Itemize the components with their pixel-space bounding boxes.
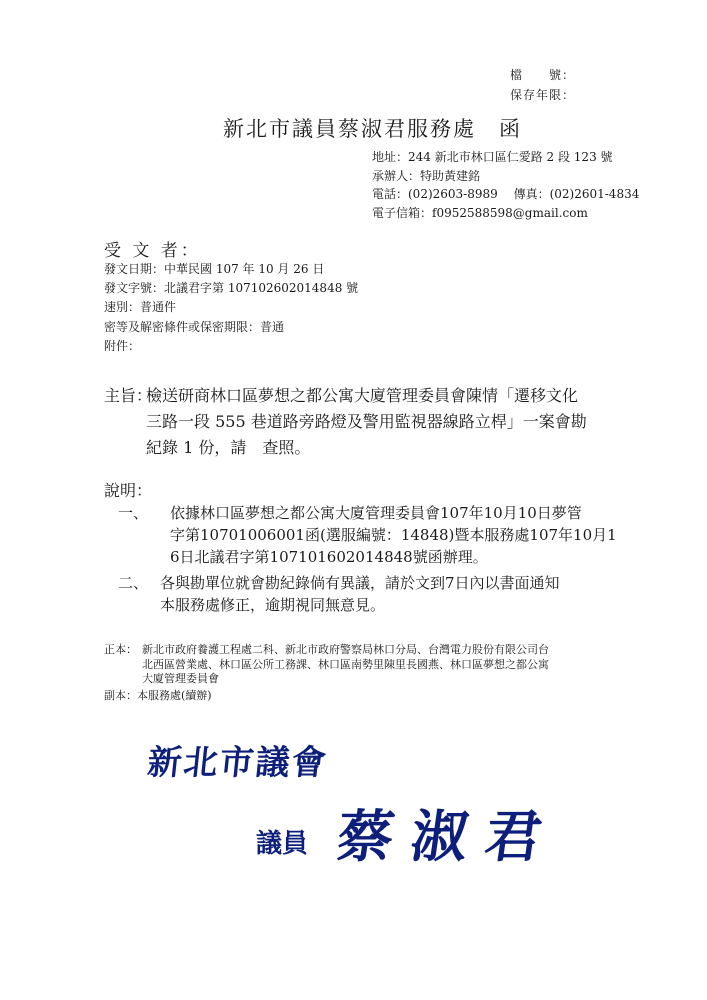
secondary-copy	[104, 689, 212, 704]
council-stamp: 新北市議會	[145, 743, 330, 783]
main-copy-line: 新北市政府養護工程處二科、新北市政府警察局林口分局、台灣電力股份有限公司台	[142, 643, 549, 656]
explanation-line: 依據林口區夢想之都公寓大廈管理委員會107年10月10日夢管	[170, 504, 582, 522]
explanation-item-text	[160, 572, 560, 616]
explanation-item	[118, 502, 628, 568]
document-number: 發文字號：北議君字第 107102602014848 號	[104, 281, 359, 296]
explanation-line: 各與勘單位就會勘紀錄倘有異議，請於文到7日內以書面通知	[160, 574, 560, 592]
secondary-copy-value: 本服務處(續辦)	[137, 689, 212, 702]
security-level: 密等及解密條件或保密期限：普通	[104, 319, 285, 334]
subject-line: 三路一段 555 巷道路旁路燈及警用監視器線路立桿」一案會勘	[146, 412, 587, 431]
retention-period-label: 保存年限：	[510, 88, 576, 102]
archive-number	[510, 66, 615, 83]
explanation-item	[118, 572, 628, 616]
subject-label: 主旨：	[104, 386, 153, 405]
retention-period	[510, 86, 615, 103]
explanation-item-number: 二、	[118, 574, 149, 592]
subject-line: 檢送研商林口區夢想之都公寓大廈管理委員會陳情「遷移文化	[146, 386, 579, 405]
attachment-field: 附件：	[104, 338, 141, 353]
explanation-item-number: 一、	[118, 504, 149, 522]
subject-line: 紀錄 1 份，請 查照。	[146, 438, 311, 457]
councilor-name-stamp: 蔡淑君	[332, 805, 564, 870]
explanation-label: 說明：	[104, 481, 153, 500]
contact-address: 地址：244 新北市林口區仁愛路 2 段 123 號	[372, 150, 613, 164]
explanation-line: 字第10701006001函(選服編號：14848)暨本服務處107年10月1	[170, 526, 617, 544]
main-copy-label: 正本：	[104, 643, 137, 656]
recipient-label: 受 文 者：	[104, 241, 201, 261]
contact-block	[372, 148, 639, 222]
contact-email: 電子信箱：f0952588598@gmail.com	[372, 205, 588, 220]
delivery-speed: 速別：普通件	[104, 300, 177, 315]
councilor-title-stamp: 議員	[256, 829, 309, 859]
main-copy-line: 北西區營業處、林口區公所工務課、林口區南勢里陳里長國燕、林口區夢想之都公寓	[142, 657, 549, 671]
subject-section	[104, 383, 624, 463]
document-title: 新北市議員蔡淑君服務處 函	[223, 117, 522, 141]
main-copy-line: 大廈管理委員會	[142, 672, 219, 685]
issue-date: 發文日期：中華民國 107 年 10 月 26 日	[104, 262, 325, 276]
explanation-line: 6日北議君字第107101602014848號函辦理。	[170, 548, 488, 566]
subject-body	[146, 383, 622, 461]
contact-phone: 電話：(02)2603-8989 傳真：(02)2601-4834	[372, 187, 640, 201]
contact-handler: 承辦人：特助黃建銘	[372, 168, 481, 183]
header-fields	[104, 260, 358, 356]
secondary-copy-label: 副本：	[104, 689, 137, 702]
archive-number-label: 檔 號：	[510, 68, 576, 82]
explanation-item-text	[170, 502, 617, 568]
main-copy-recipients	[142, 643, 549, 687]
explanation-line: 本服務處修正，逾期視同無意見。	[160, 596, 386, 614]
